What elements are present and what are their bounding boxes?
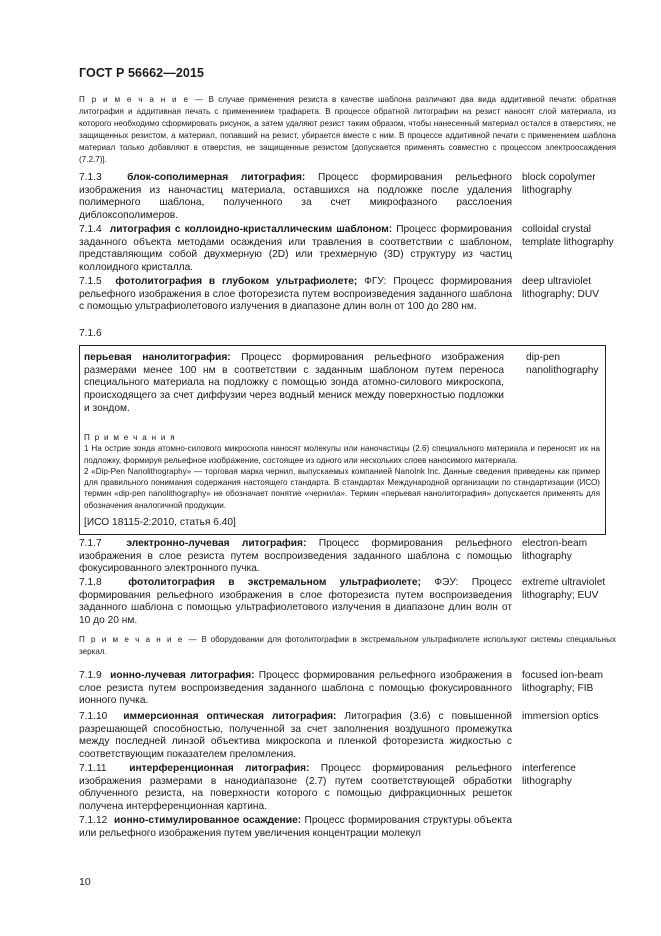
entry-english-term: focused ion-beam lithography; FIB — [522, 670, 603, 694]
entry-english-term: immersion optics — [522, 711, 599, 722]
entry-english-term: deep ultraviolet lithography; DUV — [522, 276, 600, 300]
document-header: ГОСТ Р 56662—2015 — [79, 66, 205, 80]
term-entry-7-1-4 — [79, 224, 619, 275]
entry-term: фотолитография в глубоком ультрафиолете; — [115, 276, 358, 287]
dip-pen-definition-box — [79, 345, 606, 535]
term-entry-7-1-11 — [79, 763, 619, 814]
entry-term: блок-сополимерная литография: — [127, 172, 306, 183]
entry-english-term: dip-pen nanolithography — [526, 352, 599, 376]
note-text: В оборудовании для фотолитографии в экстремальном ультрафиолете используют системы специальных зеркал. — [79, 635, 616, 656]
entry-english-term: block copolymer lithography — [522, 172, 596, 196]
note-label: П р и м е ч а н и е — — [79, 95, 205, 104]
term-entry-7-1-7 — [79, 538, 619, 576]
source-reference: [ИСО 18115-2:2010, статья 6.40] — [84, 517, 236, 528]
entry-definition: Процесс формирования заданного объекта методами осаждения или травления в соответствии с шаблоном, представляющим собой двухмерную (2D) или трехмерную (3D) структуру из частиц коллоидного кристалла. — [79, 224, 512, 274]
entry-definition: Процесс формирования рельефного изображения размерами менее 100 нм в соответствии с заданным шаблоном путем переноса специального материала на подложку с помощью зонда атомно-силового микроскопа, происходящего за счет диффузии через водный мениск между поверхностью подложки и зондом. — [84, 352, 504, 414]
entry-term: иммерсионная оптическая литография: — [123, 711, 337, 722]
entry-definition: ФЭУ: Процесс формирования рельефного изображения в слое фоторезиста путем воспроизведения заданного шаблона с помощью ультрафиолетового излучения в диапазоне длин волн от 10 до 20 нм. — [79, 577, 512, 627]
note-euv-mirrors — [79, 634, 616, 658]
entry-definition: Процесс формирования рельефного изображения в слое резиста путем воспроизведения заданного шаблона с помощью фокусированного ионного пучка. — [79, 670, 512, 707]
entry-term: электронно-лучевая литография: — [126, 538, 307, 549]
term-entry-7-1-5 — [79, 276, 619, 314]
entry-definition: Литография (3.6) с повышенной разрешающей способностью, полученной за счет заполнения воздушного промежутка между последней линзой объектива микроскопа и пленкой фоторезиста жидкостью с соответствующим показателем преломления. — [79, 711, 512, 761]
entry-number: 7.1.11 — [79, 763, 107, 774]
entry-definition: Процесс формирования рельефного изображения размерами в нанодиапазоне (2.7) путем соответствующей обработки облученного резиста, на поверхности которого с помощью дифракционных решеток получена интерференционная картина. — [79, 763, 512, 813]
entry-number: 7.1.9 — [79, 670, 102, 681]
entry-term: фотолитография в экстремальном ультрафиолете; — [128, 577, 421, 588]
entry-term: ионно-стимулированное осаждение: — [114, 815, 302, 826]
entry-definition: Процесс формирования рельефного изображения из наночастиц материала, оставшихся на подложке после удаления полимерного шаблона, полученного за счет микрофазного расслоения диблоксополимеров. — [79, 172, 512, 222]
term-entry-7-1-3 — [79, 172, 619, 223]
entry-english-term: electron-beam lithography — [522, 538, 588, 562]
entry-definition: ФГУ: Процесс формирования рельефного изображения в слое фоторезиста путем воспроизведения заданного шаблона с помощью ультрафиолетового излучения в диапазоне длин волн от 100 до 280 нм. — [79, 276, 512, 313]
note-text: В случае применения резиста в качестве шаблона различают два вида аддитивной печати: обратная литография и аддитивная печать с применением трафарета. В процессе обратной литографии на резист наносят слой материала, из которого необходимо сформировать рисунок, а затем удаляют резист таким образом, чтобы нанесенный материал остался в отверстиях, не защищенных резистом, а материал, попавший на резист, убирается вместе с ним. В процессе аддитивной печати с применением шаблона материал только добавляют в отверстия, не защищенные резистом [допускается применять совместно с процессом электроосаждения (7.2.7)]. — [79, 95, 617, 164]
note-label: П р и м е ч а н и е — — [79, 635, 198, 644]
entry-definition: Процесс формирования структуры объекта или рельефного изображения путем увеличения концентрации молекул — [79, 815, 512, 839]
box-note-1: 1 На острие зонда атомно-силового микроскопа наносят молекулы или наночастицы (2.6) специального материала и переносят их на подложку, формируя рельефное изображение, состоящее из одного или нескольких слоев наносимого материала. — [84, 444, 600, 465]
entry-number: 7.1.6 — [79, 328, 102, 339]
notes-label: П р и м е ч а н и я — [84, 433, 176, 442]
term-entry-7-1-9 — [79, 670, 619, 708]
term-entry-7-1-12 — [79, 815, 619, 840]
entry-number: 7.1.7 — [79, 538, 102, 549]
entry-number: 7.1.10 — [79, 711, 108, 722]
entry-number: 7.1.4 — [79, 224, 102, 235]
entry-term: интерференционная литография: — [129, 763, 310, 774]
entry-term: ионно-лучевая литография: — [110, 670, 255, 681]
entry-english-term: extreme ultraviolet lithography; EUV — [522, 577, 606, 601]
term-entry-7-1-8 — [79, 577, 619, 628]
entry-term: литография с коллоидно-кристаллическим шаблоном: — [109, 224, 393, 235]
entry-definition: Процесс формирования рельефного изображения в слое резиста путем воспроизведения заданного шаблона с помощью фокусированного электронного пучка. — [79, 538, 512, 575]
entry-number: 7.1.8 — [79, 577, 102, 588]
entry-term: перьевая нанолитография: — [84, 352, 231, 363]
entry-number: 7.1.12 — [79, 815, 108, 826]
page-number: 10 — [79, 876, 91, 888]
entry-english-term: interference lithography — [522, 763, 576, 787]
box-notes — [84, 432, 600, 511]
term-entry-7-1-10 — [79, 711, 619, 762]
term-entry-7-1-6 — [79, 328, 619, 341]
entry-number: 7.1.3 — [79, 172, 102, 183]
entry-number: 7.1.5 — [79, 276, 102, 287]
box-note-2: 2 «Dip-Pen Nanolithography» — торговая марка чернил, выпускаемых компанией NanoInk Inc. Данные сведения приведены как пример для правильного понимания содержания настоящего стандарта. В стандартах Международной организации по стандартизации (ИСО) термин «dip-pen nanolithography» не обозначает понятие «чернила». Термин «перьевая нанолитография» допускается применять для обозначения аналогичной продукции. — [84, 466, 600, 510]
entry-english-term: colloidal crystal template lithography — [522, 224, 614, 248]
note-reverse-lithography — [79, 94, 616, 165]
